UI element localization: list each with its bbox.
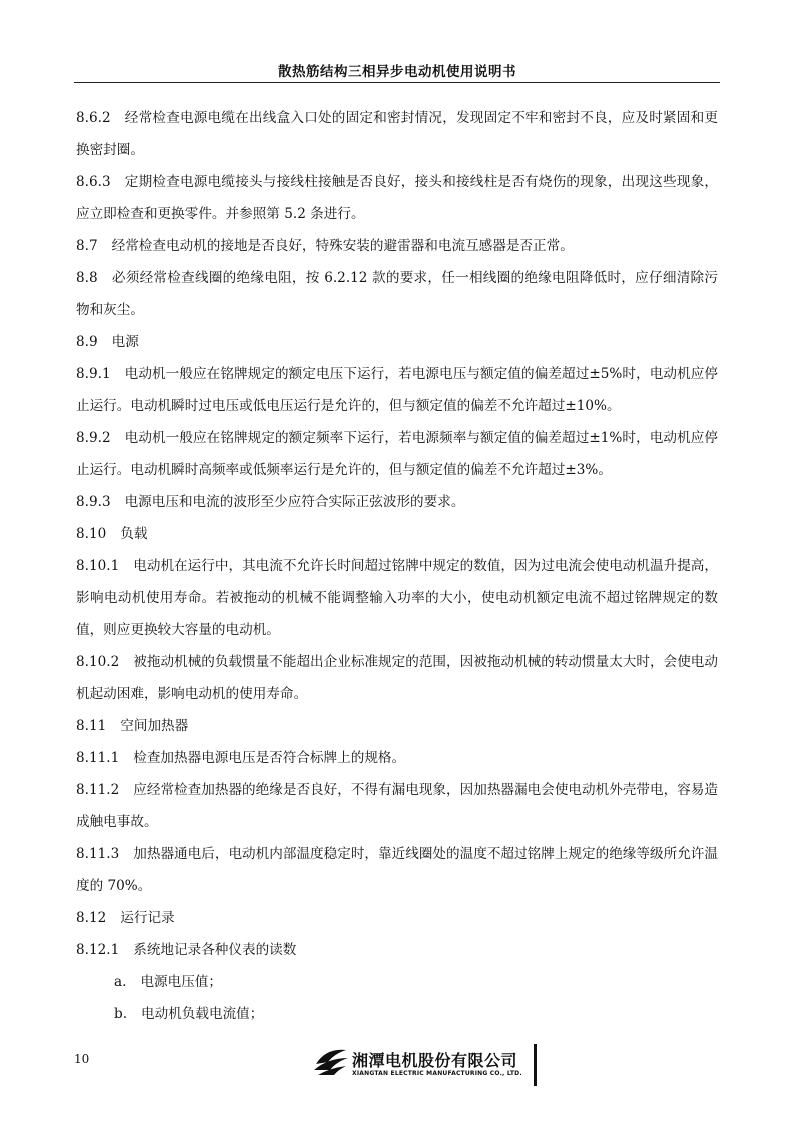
clause-number: 8.12 [76, 910, 107, 926]
section-title: 负载 [120, 526, 148, 542]
paragraph [76, 422, 718, 486]
section-title: 电源 [111, 334, 139, 350]
clause-text: 必须经常检查线圈的绝缘电阻，按 6.2.12 款的要求，任一相线圈的绝缘电阻降低时，应仔细清除污物和灰尘。 [76, 270, 718, 318]
clause-number: 8.11.2 [76, 782, 120, 798]
clause-number: 8.6.3 [76, 174, 111, 190]
paragraph [76, 230, 718, 262]
paragraph [76, 774, 718, 838]
document-body [76, 102, 718, 1030]
clause-number: 8.9.2 [76, 430, 111, 446]
paragraph [76, 166, 718, 230]
paragraph [76, 934, 718, 966]
clause-text: 应经常检查加热器的绝缘是否良好，不得有漏电现象，因加热器漏电会使电动机外壳带电，容易造成触电事故。 [76, 782, 718, 830]
clause-number: 8.6.2 [76, 110, 111, 126]
clause-number: 8.11.3 [76, 846, 120, 862]
clause-text: 电源电压和电流的波形至少应符合实际正弦波形的要求。 [124, 494, 465, 510]
list-marker: b. [114, 1006, 128, 1022]
clause-text: 系统地记录各种仪表的读数 [133, 942, 297, 958]
logo-divider [534, 1044, 537, 1086]
section-heading [76, 902, 718, 934]
clause-number: 8.10.1 [76, 558, 120, 574]
paragraph [76, 550, 718, 646]
company-name-cn: 湘潭电机股份有限公司 [352, 1051, 518, 1070]
section-title: 空间加热器 [120, 718, 189, 734]
page-number: 10 [74, 1052, 90, 1066]
clause-text: 电动机一般应在铭牌规定的额定频率下运行，若电源频率与额定值的偏差超过±1%时，电动机应停止运行。电动机瞬时高频率或低频率运行是允许的，但与额定值的偏差不允许超过±3%。 [76, 430, 718, 478]
clause-number: 8.9.1 [76, 366, 111, 382]
clause-number: 8.11 [76, 718, 107, 734]
section-title: 运行记录 [120, 910, 175, 926]
clause-text: 电动机一般应在铭牌规定的额定电压下运行，若电源电压与额定值的偏差超过±5%时，电动机应停止运行。电动机瞬时过电压或低电压运行是允许的，但与额定值的偏差不允许超过±10%。 [76, 366, 718, 414]
list-item-text: 电动机负载电流值； [141, 1006, 264, 1022]
clause-text: 定期检查电源电缆接头与接线柱接触是否良好，接头和接线柱是否有烧伤的现象，出现这些现象，应立即检查和更换零件。并参照第 5.2 条进行。 [76, 174, 718, 222]
clause-text: 检查加热器电源电压是否符合标牌上的规格。 [133, 750, 406, 766]
company-logo [312, 1040, 540, 1086]
clause-number: 8.10 [76, 526, 107, 542]
clause-text: 经常检查电动机的接地是否良好，特殊安装的避雷器和电流互感器是否正常。 [111, 238, 574, 254]
section-heading [76, 710, 718, 742]
clause-number: 8.8 [76, 270, 98, 286]
clause-number: 8.9.3 [76, 494, 111, 510]
paragraph [76, 742, 718, 774]
company-emblem-icon [312, 1044, 352, 1078]
section-heading [76, 326, 718, 358]
clause-text: 加热器通电后，电动机内部温度稳定时，靠近线圈处的温度不超过铭牌上规定的绝缘等级所允许温度的 70%。 [76, 846, 718, 894]
clause-text: 经常检查电源电缆在出线盒入口处的固定和密封情况，发现固定不牢和密封不良，应及时紧固和更换密封圈。 [76, 110, 718, 158]
company-name-en: XIANGTAN ELECTRIC MANUFACTURING CO., LTD. [352, 1070, 522, 1077]
clause-text: 电动机在运行中，其电流不允许长时间超过铭牌中规定的数值，因为过电流会使电动机温升提高，影响电动机使用寿命。若被拖动的机械不能调整输入功率的大小，使电动机额定电流不超过铭牌规定的数值，则应更换较大容量的电动机。 [76, 558, 718, 638]
paragraph [76, 838, 718, 902]
clause-text: 被拖动机械的负载惯量不能超出企业标准规定的范围，因被拖动机械的转动惯量太大时，会使电动机起动困难，影响电动机的使用寿命。 [76, 654, 718, 702]
clause-number: 8.12.1 [76, 942, 120, 958]
paragraph [76, 486, 718, 518]
document-title: 散热筋结构三相异步电动机使用说明书 [278, 64, 516, 80]
paragraph [76, 262, 718, 326]
list-item [114, 998, 718, 1030]
list-item [114, 966, 718, 998]
paragraph [76, 358, 718, 422]
clause-number: 8.7 [76, 238, 98, 254]
section-heading [76, 518, 718, 550]
paragraph [76, 646, 718, 710]
list-marker: a. [114, 974, 127, 990]
list-item-text: 电源电压值； [140, 974, 222, 990]
page-header [74, 50, 720, 83]
clause-number: 8.11.1 [76, 750, 120, 766]
clause-number: 8.10.2 [76, 654, 120, 670]
clause-number: 8.9 [76, 334, 98, 350]
paragraph [76, 102, 718, 166]
